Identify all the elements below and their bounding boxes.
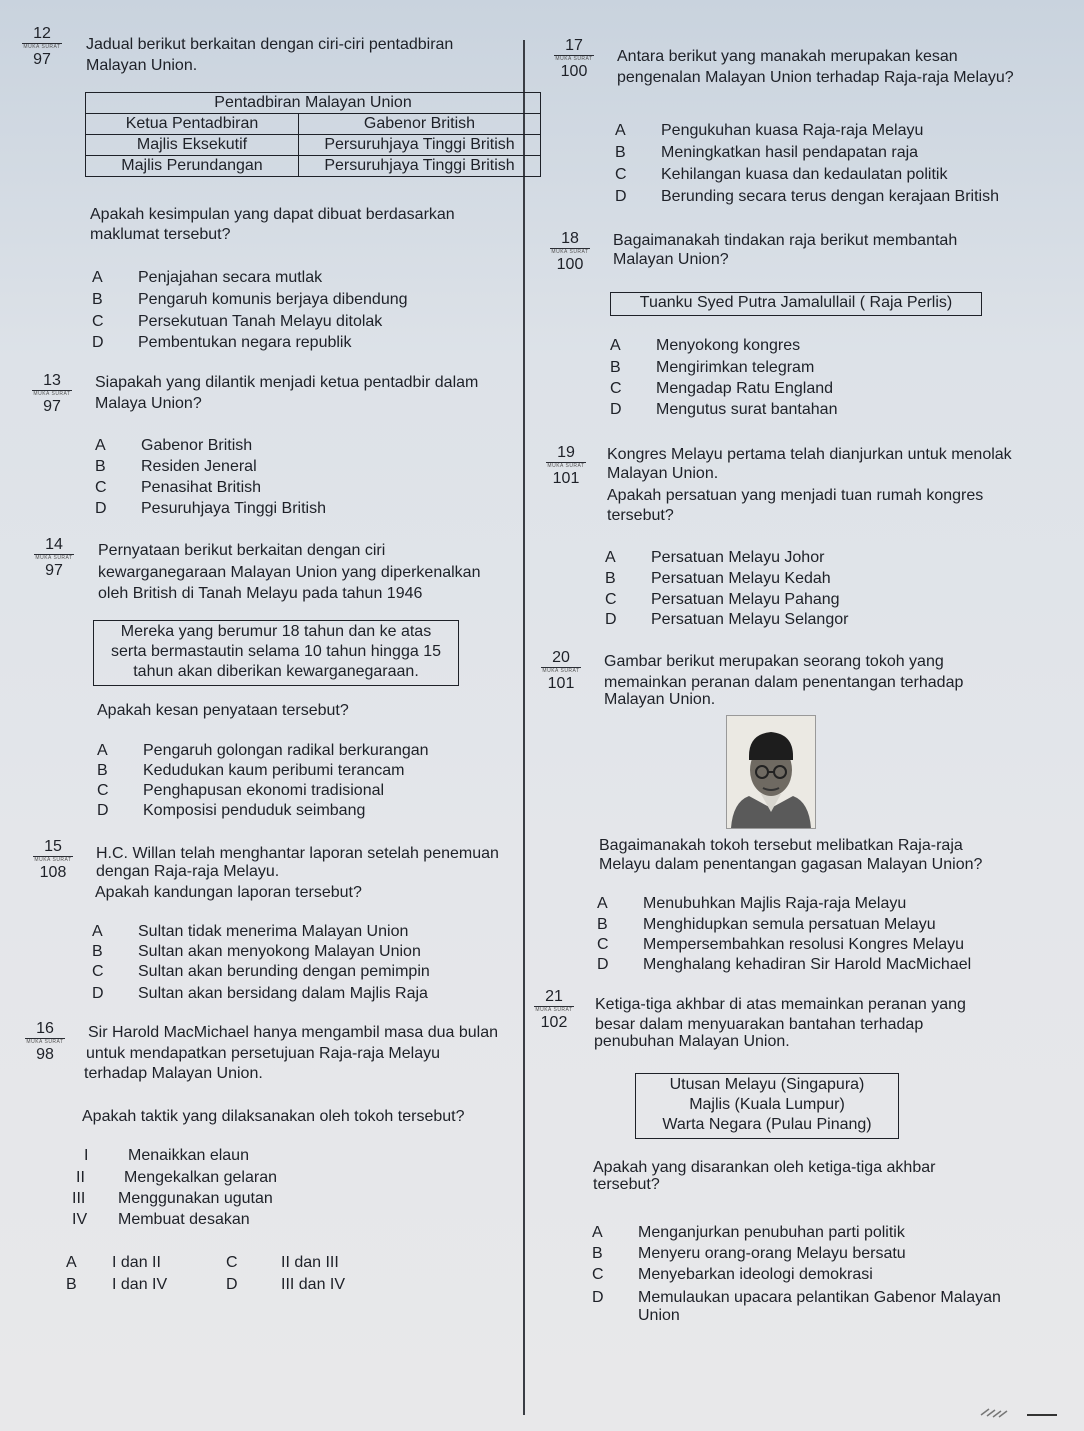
q20-question-line1: Bagaimanakah tokoh tersebut melibatkan Raja-raja xyxy=(599,837,963,854)
q14-stem-line1: Pernyataan berikut berkaitan dengan ciri xyxy=(98,542,386,559)
q16-statement-i: I Menaikkan elaun xyxy=(84,1147,249,1164)
q20-option-a[interactable]: A Menubuhkan Majlis Raja-raja Melayu xyxy=(597,895,907,912)
column-divider xyxy=(523,40,525,1415)
page-scuff-mark xyxy=(979,1405,1059,1419)
q17-option-d[interactable]: D Berunding secara terus dengan kerajaan British xyxy=(615,188,999,205)
q14-statement-box: Mereka yang berumur 18 tahun dan ke atas serta bermastautin selama 10 tahun hingga 15 tahun akan diberikan kewarganegaraan. xyxy=(93,620,459,686)
q15-stem-line2: dengan Raja-raja Melayu. xyxy=(96,863,280,880)
q19-stem-line3: Apakah persatuan yang menjadi tuan rumah kongres xyxy=(607,487,984,504)
q14-option-b[interactable]: B Kedudukan kaum peribumi terancam xyxy=(97,762,405,779)
q18-option-c[interactable]: C Mengadap Ratu England xyxy=(610,380,834,397)
q12-option-a[interactable]: A Penjajahan secara mutlak xyxy=(92,269,323,286)
q19-option-d[interactable]: D Persatuan Melayu Selangor xyxy=(605,611,849,628)
q21-option-d[interactable]: D Memulaukan upacara pelantikan Gabenor Malayan xyxy=(592,1289,1001,1306)
question-number-12: 12 MUKA SURAT 97 xyxy=(23,25,61,68)
q20-option-c[interactable]: C Mempersembahkan resolusi Kongres Melayu xyxy=(597,936,965,953)
q12-option-b[interactable]: B Pengaruh komunis berjaya dibendung xyxy=(92,291,408,308)
q21-stem-line2: besar dalam menyuarakan bantahan terhadap xyxy=(595,1016,924,1033)
q15-question: Apakah kandungan laporan tersebut? xyxy=(95,884,362,901)
q15-stem-line1: H.C. Willan telah menghantar laporan setelah penemuan xyxy=(96,845,499,862)
q19-option-c[interactable]: C Persatuan Melayu Pahang xyxy=(605,591,840,608)
question-number-20: 20 MUKA SURAT 101 xyxy=(542,649,580,692)
q12-question-line1: Apakah kesimpulan yang dapat dibuat berdasarkan xyxy=(90,206,455,223)
q18-option-d[interactable]: D Mengutus surat bantahan xyxy=(610,401,838,418)
q14-option-a[interactable]: A Pengaruh golongan radikal berkurangan xyxy=(97,742,429,759)
q19-stem-line4: tersebut? xyxy=(607,507,674,524)
portrait-photo xyxy=(727,716,815,828)
tokoh-portrait xyxy=(726,715,816,829)
q20-option-d[interactable]: D Menghalang kehadiran Sir Harold MacMichael xyxy=(597,956,972,973)
q18-ruler-box: Tuanku Syed Putra Jamalullail ( Raja Perlis) xyxy=(610,292,982,316)
table-row: Majlis Eksekutif Persuruhjaya Tinggi British xyxy=(86,135,541,156)
q19-stem-line1: Kongres Melayu pertama telah dianjurkan untuk menolak xyxy=(607,446,1012,463)
q12-table-title: Pentadbiran Malayan Union xyxy=(86,93,541,114)
table-row: Ketua Pentadbiran Gabenor British xyxy=(86,114,541,135)
q16-statement-ii: II Mengekalkan gelaran xyxy=(76,1169,277,1186)
q12-table xyxy=(85,92,541,177)
q17-stem-line2: pengenalan Malayan Union terhadap Raja-raja Melayu? xyxy=(617,69,1014,86)
q16-option-d[interactable]: D III dan IV xyxy=(226,1276,346,1293)
q19-option-b[interactable]: B Persatuan Melayu Kedah xyxy=(605,570,831,587)
q13-option-a[interactable]: A Gabenor British xyxy=(95,437,253,454)
q21-option-c[interactable]: C Menyebarkan ideologi demokrasi xyxy=(592,1266,873,1283)
q14-stem-line2: kewarganegaraan Malayan Union yang diperkenalkan xyxy=(98,564,481,581)
q15-option-d[interactable]: D Sultan akan bersidang dalam Majlis Raja xyxy=(92,985,428,1002)
q15-option-b[interactable]: B Sultan akan menyokong Malayan Union xyxy=(92,943,421,960)
q18-option-a[interactable]: A Menyokong kongres xyxy=(610,337,801,354)
q20-stem-line2: memainkan peranan dalam penentangan terhadap xyxy=(604,674,964,691)
q14-option-d[interactable]: D Komposisi penduduk seimbang xyxy=(97,802,366,819)
q16-statement-iii: III Menggunakan ugutan xyxy=(72,1190,273,1207)
q21-option-d-continuation: Union xyxy=(638,1307,680,1324)
q20-question-line2: Melayu dalam penentangan gagasan Malayan Union? xyxy=(599,856,983,873)
q21-question-line2: tersebut? xyxy=(593,1176,660,1193)
q15-option-c[interactable]: C Sultan akan berunding dengan pemimpin xyxy=(92,963,430,980)
q16-option-c[interactable]: C II dan III xyxy=(226,1254,339,1271)
q17-option-b[interactable]: B Meningkatkan hasil pendapatan raja xyxy=(615,144,919,161)
q21-stem-line3: penubuhan Malayan Union. xyxy=(594,1033,790,1050)
question-number-19: 19 MUKA SURAT 101 xyxy=(547,444,585,487)
q15-option-a[interactable]: A Sultan tidak menerima Malayan Union xyxy=(92,923,409,940)
question-number-13: 13 MUKA SURAT 97 xyxy=(33,372,71,415)
q19-option-a[interactable]: A Persatuan Melayu Johor xyxy=(605,549,825,566)
q20-stem-line1: Gambar berikut merupakan seorang tokoh yang xyxy=(604,653,944,670)
q13-option-c[interactable]: C Penasihat British xyxy=(95,479,262,496)
q16-question: Apakah taktik yang dilaksanakan oleh tokoh tersebut? xyxy=(82,1108,465,1125)
q21-option-b[interactable]: B Menyeru orang-orang Melayu bersatu xyxy=(592,1245,906,1262)
q12-question-line2: maklumat tersebut? xyxy=(90,226,231,243)
q13-stem-line1: Siapakah yang dilantik menjadi ketua pentadbir dalam xyxy=(95,374,479,391)
q13-option-d[interactable]: D Pesuruhjaya Tinggi British xyxy=(95,500,326,517)
q20-stem-line3: Malayan Union. xyxy=(604,691,716,708)
q18-stem-line1: Bagaimanakah tindakan raja berikut membantah xyxy=(613,232,958,249)
q20-option-b[interactable]: B Menghidupkan semula persatuan Melayu xyxy=(597,916,936,933)
q14-stem-line3: oleh British di Tanah Melayu pada tahun 1946 xyxy=(98,585,423,602)
q21-question-line1: Apakah yang disarankan oleh ketiga-tiga akhbar xyxy=(593,1159,936,1176)
q21-newspaper-box: Utusan Melayu (Singapura) Majlis (Kuala Lumpur) Warta Negara (Pulau Pinang) xyxy=(635,1073,899,1139)
question-number-21: 21 MUKA SURAT 102 xyxy=(535,988,573,1031)
question-number-14: 14 MUKA SURAT 97 xyxy=(35,536,73,579)
q16-stem-line1: Sir Harold MacMichael hanya mengambil masa dua bulan xyxy=(88,1024,498,1041)
q21-stem-line1: Ketiga-tiga akhbar di atas memainkan peranan yang xyxy=(595,996,966,1013)
q17-option-c[interactable]: C Kehilangan kuasa dan kedaulatan politik xyxy=(615,166,948,183)
q16-option-a[interactable]: A I dan II xyxy=(66,1254,161,1271)
q13-option-b[interactable]: B Residen Jeneral xyxy=(95,458,257,475)
q16-option-b[interactable]: B I dan IV xyxy=(66,1276,168,1293)
q12-stem: Jadual berikut berkaitan dengan ciri-ciri pentadbiran Malayan Union. xyxy=(86,36,454,74)
q17-option-a[interactable]: A Pengukuhan kuasa Raja-raja Melayu xyxy=(615,122,924,139)
table-row: Majlis Perundangan Persuruhjaya Tinggi British xyxy=(86,156,541,177)
question-number-15: 15 MUKA SURAT 108 xyxy=(34,838,72,881)
q17-stem-line1: Antara berikut yang manakah merupakan kesan xyxy=(617,48,958,65)
q13-stem-line2: Malaya Union? xyxy=(95,395,202,412)
q16-stem-line3: terhadap Malayan Union. xyxy=(84,1065,263,1082)
q18-option-b[interactable]: B Mengirimkan telegram xyxy=(610,359,815,376)
question-number-17: 17 MUKA SURAT 100 xyxy=(555,37,593,80)
q18-stem-line2: Malayan Union? xyxy=(613,251,729,268)
q19-stem-line2: Malayan Union. xyxy=(607,465,719,482)
q14-option-c[interactable]: C Penghapusan ekonomi tradisional xyxy=(97,782,385,799)
question-number-18: 18 MUKA SURAT 100 xyxy=(551,230,589,273)
q12-option-c[interactable]: C Persekutuan Tanah Melayu ditolak xyxy=(92,313,383,330)
q14-question: Apakah kesan penyataan tersebut? xyxy=(97,702,349,719)
question-number-16: 16 MUKA SURAT 98 xyxy=(26,1020,64,1063)
q12-option-d[interactable]: D Pembentukan negara republik xyxy=(92,334,352,351)
q16-stem-line2: untuk mendapatkan persetujuan Raja-raja Melayu xyxy=(86,1045,440,1062)
q16-statement-iv: IV Membuat desakan xyxy=(72,1211,250,1228)
q21-option-a[interactable]: A Menganjurkan penubuhan parti politik xyxy=(592,1224,905,1241)
